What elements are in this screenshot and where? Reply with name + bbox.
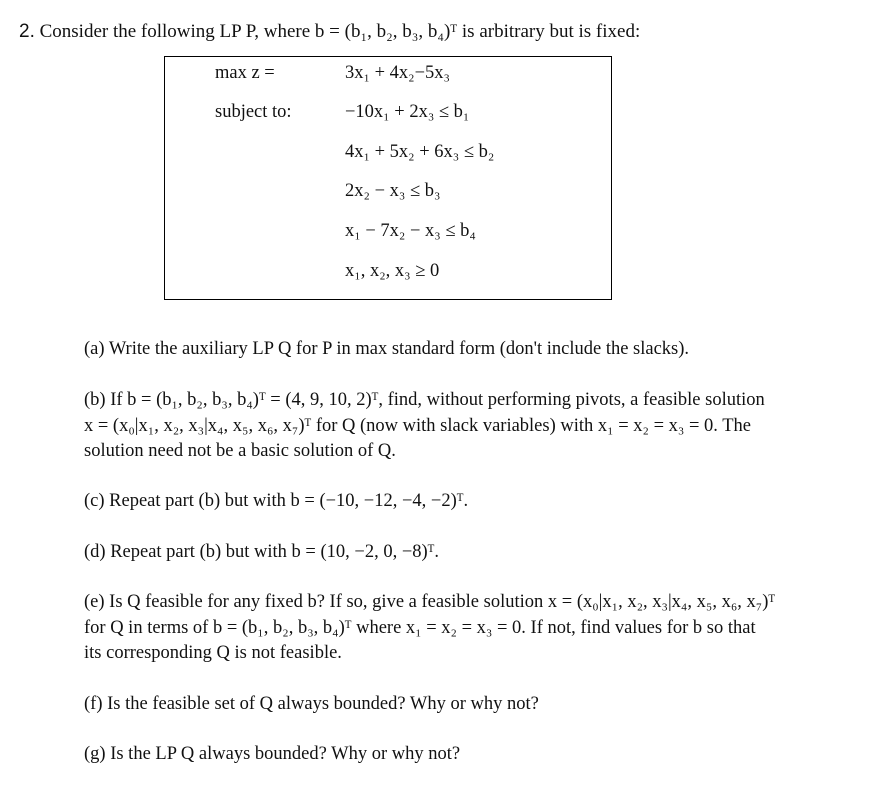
objective-label: max z = [215,63,275,83]
part-e-line: for Q in terms of b = (b₁, b₂, b₃, b₄)ᵀ where x₁ = x₂ = x₃ = 0. If not, find values for b so that [84,617,756,638]
part-c [84,489,864,515]
constraints-label: subject to: [215,102,292,122]
constraint-1: −10x₁ + 2x₃ ≤ b₁ [345,102,470,122]
part-g [84,742,864,768]
part-e [84,590,864,667]
problem-number: 2. [19,21,35,42]
constraint-3: 2x₂ − x₃ ≤ b₃ [345,181,441,201]
part-g-line: (g) Is the LP Q always bounded? Why or why not? [84,744,461,764]
part-e-line: its corresponding Q is not feasible. [84,643,342,663]
objective-expression: 3x₁ + 4x₂−5x₃ [345,63,450,83]
part-e-line: (e) Is Q feasible for any fixed b? If so, give a feasible solution x = (x₀|x₁, x₂, x₃|x₄, x₅, x₆, x₇)ᵀ [84,592,776,612]
part-b-line: solution need not be a basic solution of Q. [84,441,396,461]
part-b-line: (b) If b = (b₁, b₂, b₃, b₄)ᵀ = (4, 9, 10, 2)ᵀ, find, without performing pivots, a feasible solution [84,390,765,410]
part-f [84,692,864,718]
constraint-4: x₁ − 7x₂ − x₃ ≤ b₄ [345,221,476,241]
problem-heading [19,18,640,46]
lp-box [164,56,612,300]
part-b [84,388,864,465]
part-a-line: (a) Write the auxiliary LP Q for P in max standard form (don't include the slacks). [84,339,690,359]
part-a [84,337,864,363]
part-d-line: (d) Repeat part (b) but with b = (10, −2, 0, −8)ᵀ. [84,542,439,562]
part-c-line: (c) Repeat part (b) but with b = (−10, −12, −4, −2)ᵀ. [84,491,469,511]
problem-statement: Consider the following LP P, where b = (b₁, b₂, b₃, b₄)ᵀ is arbitrary but is fixed: [39,21,641,42]
part-b-line: x = (x₀|x₁, x₂, x₃|x₄, x₅, x₆, x₇)ᵀ for Q (now with slack variables) with x₁ = x₂ = x₃ = 0. The [84,415,751,436]
constraint-2: 4x₁ + 5x₂ + 6x₃ ≤ b₂ [345,142,495,162]
part-d [84,540,864,566]
nonnegativity-constraint: x₁, x₂, x₃ ≥ 0 [345,261,440,281]
part-f-line: (f) Is the feasible set of Q always bounded? Why or why not? [84,694,539,714]
